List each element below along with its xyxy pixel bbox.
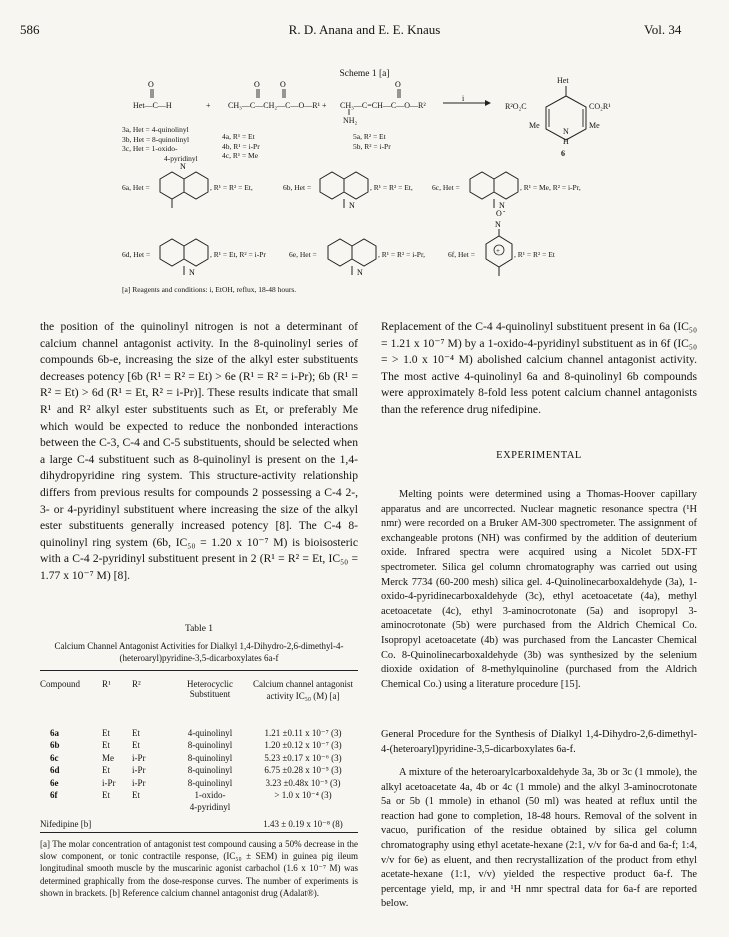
crotonate-labels: 5a, R² = Et 5b, R² = i-Pr bbox=[353, 132, 391, 151]
header-activity: Calcium channel antagonist activity IC₅₀ (M) [a] bbox=[253, 679, 353, 701]
table-row: 4-pyridinyl bbox=[189, 802, 231, 813]
compound-6f-label: 6f, Het = bbox=[448, 250, 475, 259]
body-paragraph-right: Replacement of the C-4 4-quinolinyl substituent present in 6a (IC₅₀ = 1.21 x 10⁻⁷ M) by a 1-oxido-4-pyridinyl substituent as in 6f (IC₅₀ = > 1.0 x 10⁻⁴ M) abolished calcium channel antagonist activity. The most active 4-quinolinyl 6a and 8-quinolinyl 6b compounds were approximately 8-fold less potent calcium channel antagonists than the reference drug nifedipine. bbox=[381, 320, 697, 416]
quinoline-8-structure bbox=[328, 239, 376, 277]
quinoline-8-structure bbox=[160, 239, 208, 277]
aldehyde-labels: 3a, Het = 4-quinolinyl 3b, Het = 8-quinolinyl 3c, Het = 1-oxido- 4-pyridinyl bbox=[122, 125, 198, 163]
svg-text:N: N bbox=[189, 268, 195, 277]
page-number: 586 bbox=[20, 22, 40, 37]
table-caption: Calcium Channel Antagonist Activities for Dialkyl 1,4-Dihydro-2,6-dimethyl-4-(heteroaryl)pyridine-3,5-dicarboxylates 6a-f bbox=[54, 641, 344, 663]
table-row: 6c Me i-Pr 8-quinolinyl 5.23 ±0.17 x 10⁻⁶ (3) bbox=[50, 752, 342, 763]
compound-6a-substituents: , R¹ = R² = Et, bbox=[210, 183, 253, 192]
product-het-label: Het bbox=[557, 76, 569, 85]
quinoline-4-structure bbox=[160, 162, 208, 208]
compound-6c-substituents: , R¹ = Me, R² = i-Pr, bbox=[520, 183, 581, 192]
acetoacetate-formula: CH₃—C—CH₂—C—O—R¹ bbox=[228, 101, 320, 110]
arrow-label: i bbox=[462, 94, 465, 103]
header-heterocyclic: Heterocyclic Substituent bbox=[187, 679, 233, 699]
scheme-title: Scheme 1 [a] bbox=[339, 69, 390, 79]
quinoline-8-structure bbox=[320, 172, 368, 210]
compound-6f-substituents: , R¹ = R² = Et bbox=[514, 250, 555, 259]
running-head-authors: R. D. Anana and E. E. Knaus bbox=[288, 22, 441, 37]
svg-text:+: + bbox=[496, 247, 500, 255]
experimental-paragraph: Melting points were determined using a Thomas-Hoover capillary apparatus and are uncorrected. Nuclear magnetic resonance spectra (¹H nmr) were recorded on a Bruker AM-300 spectrometer. The assignment of exchangeable protons (NH) was confirmed by the addition of deuterium oxide. Infrared spectra were acquired using a Nicolet 5DX-FT spectrometer. Silica gel column chromatography was carried out using Merck 7734 (60-200 mesh) silica gel. 4-Quinolinecarboxaldehyde (3a), 1-oxido-4-pyridinecarboxaldehyde (3c), ethyl acetoacetate (4a), methyl acetoacetate (4c), ethyl 3-aminocrotonate (5a) and isopropyl 3-aminocrotonate (5b) were purchased from the Aldrich Chemical Co. Isopropyl acetoacetate (4b) was purchased from the Lancaster Chemical Co. 8-Quinolinecarboxaldehyde (3b) was synthesized by the selenium dioxide oxidation of 8-methylquinoline (purchased from the Aldrich Chemical Co.) using a literature procedure [15]. bbox=[381, 489, 697, 690]
product-methyl-right: Me bbox=[589, 121, 600, 130]
compound-6b-label: 6b, Het = bbox=[283, 183, 312, 192]
table-row: Nifedipine [b] 1.43 ± 0.19 x 10⁻⁸ (8) bbox=[40, 818, 343, 829]
scheme-footnote: [a] Reagents and conditions: i, EtOH, reflux, 18-48 hours. bbox=[122, 285, 297, 294]
procedure-paragraph: A mixture of the heteroarylcarboxaldehyde 3a, 3b or 3c (1 mmole), the alkyl acetoacetate 4a, 4b or 4c (1 mmole) and the alkyl 3-aminocrotonate 5a or 5b (1 mmole) in ethanol (50 ml) was heated at reflux until the reaction had gone to completion, 18-48 hours. Removal of the solvent in vacuo, purification of the residue obtained by silica gel column chromatography using ethyl acetate-hexane (2:1, v/v for 6a-d and 6a-f; 1:4, v/v for 6e) as eluent, and then recrystallization of the product from ethyl acetate-hexane (1:1, v/v) yielded the respective product 6a-f. The percentage yield, mp, ir and ¹H nmr spectral data for 6a-f are reported below. bbox=[381, 767, 697, 910]
aldehyde-formula: Het—C—H bbox=[133, 101, 172, 110]
amino-group: NH₂ bbox=[343, 116, 358, 125]
table-row: 6b Et Et 8-quinolinyl 1.20 ±0.12 x 10⁻⁷ (3) bbox=[50, 740, 342, 751]
header-r2: R² bbox=[132, 679, 141, 689]
svg-text:O: O bbox=[395, 80, 401, 89]
table-label: Table 1 bbox=[184, 624, 214, 634]
plus-sign: + bbox=[322, 101, 327, 110]
table-footnote: [a] The molar concentration of antagonist test compound causing a 50% decrease in the slow component, or tonic contractile response, (IC₅₀ ± SEM) in guinea pig ileum longitudinal smooth muscle by the muscarinic agonist carbachol (1.6 x 10⁻⁷ M) was determined graphically from the dose-response curves. The number of experiments is shown in brackets. [b] Reference calcium channel antagonist drug (Adalat®). bbox=[40, 839, 358, 898]
compound-6d-label: 6d, Het = bbox=[122, 250, 151, 259]
compound-6c-label: 6c, Het = bbox=[432, 183, 460, 192]
svg-text:N: N bbox=[349, 201, 355, 210]
svg-text:N: N bbox=[495, 220, 501, 229]
quinoline-8-structure bbox=[470, 172, 518, 210]
product-ester-right: CO₂R¹ bbox=[589, 102, 611, 111]
header-compound: Compound bbox=[40, 679, 81, 689]
svg-text:N: N bbox=[357, 268, 363, 277]
header-r1: R¹ bbox=[102, 679, 111, 689]
product-methyl-left: Me bbox=[529, 121, 540, 130]
table-row: 6f Et Et 1-oxido- > 1.0 x 10⁻⁴ (3) bbox=[50, 789, 332, 800]
reaction-scheme bbox=[0, 78, 729, 298]
svg-text:O: O bbox=[280, 80, 286, 89]
pyridine-n-oxide-structure bbox=[486, 207, 512, 276]
plus-sign: + bbox=[206, 101, 211, 110]
compound-6d-substituents: , R¹ = Et, R² = i-Pr bbox=[210, 250, 266, 259]
svg-text:-: - bbox=[503, 207, 506, 215]
compound-6e-label: 6e, Het = bbox=[289, 250, 317, 259]
product-hydrogen: H bbox=[563, 137, 569, 146]
ester-labels: 4a, R¹ = Et 4b, R¹ = i-Pr 4c, R¹ = Me bbox=[222, 132, 260, 160]
svg-text:O: O bbox=[148, 80, 154, 89]
section-heading-experimental: EXPERIMENTAL bbox=[496, 450, 582, 461]
table-header-row bbox=[40, 679, 358, 702]
activity-table bbox=[40, 679, 358, 831]
compound-6e-substituents: , R¹ = R² = i-Pr, bbox=[378, 250, 426, 259]
svg-text:N: N bbox=[180, 162, 186, 171]
general-procedure-heading: General Procedure for the Synthesis of Dialkyl 1,4-Dihydro-2,6-dimethyl-4-(heteroaryl)pyridine-3,5-dicarboxylates 6a-f. bbox=[381, 729, 697, 755]
table-rule-bottom bbox=[40, 832, 358, 833]
svg-text:N: N bbox=[499, 201, 505, 210]
table-row: 6a Et Et 4-quinolinyl 1.21 ±0.11 x 10⁻⁷ (3) bbox=[50, 728, 342, 738]
product-number: 6 bbox=[561, 149, 565, 158]
body-paragraph-left: the position of the quinolinyl nitrogen is not a determinant of calcium channel antagonist activity. In the 8-quinolinyl series of compounds 6b-e, increasing the size of the alkyl ester substituents decreases potency [6b (R¹ = R² = Et) > 6e (R¹ = R² = i-Pr); 6b (R¹ = R² = Et) > 6d (R¹ = Et, R² = i-Pr)]. These results indicate that small R¹ and R² alkyl ester substituents such as Et, or preferably Me which would be expected to reduce the nonbonded interactions between the C-3, C-4 and C-5 substituents, should be selected when a large C-4 substituent such as 8-quinolinyl is present on the 1,4-dihydropyridine ring system. This structure-activity relationship differs from previous results for compounds 2 possessing a C-4 2-, 3- or 4-pyridinyl substituent where increasing the size of the alkyl ester substituents generally increased potency [8]. The C-4 8-quinolinyl ring system (6b, IC₅₀ = 1.20 x 10⁻⁷ M) is bioisosteric with a C-4 2-pyridinyl substituent present in 2 (R¹ = R² = Et, IC₅₀ = 1.77 x 10⁻⁷ M) [8]. bbox=[40, 320, 358, 582]
table-row: 6d Et i-Pr 8-quinolinyl 6.75 ±0.28 x 10⁻⁵ (3) bbox=[50, 765, 342, 776]
product-nitrogen: N bbox=[563, 127, 569, 136]
compound-6a-label: 6a, Het = bbox=[122, 183, 150, 192]
volume-label: Vol. 34 bbox=[644, 22, 682, 37]
aminocrotonate-formula: CH₃—C=CH—C—O—R² bbox=[340, 101, 426, 110]
svg-text:O: O bbox=[254, 80, 260, 89]
table-row: 6e i-Pr i-Pr 8-quinolinyl 3.23 ±0.48x 10⁻⁵ (3) bbox=[50, 777, 341, 788]
table-rule-top bbox=[40, 670, 358, 671]
product-ester-left: R²O₂C bbox=[505, 102, 527, 111]
svg-text:O: O bbox=[496, 209, 502, 218]
compound-6b-substituents: , R¹ = R² = Et, bbox=[370, 183, 413, 192]
